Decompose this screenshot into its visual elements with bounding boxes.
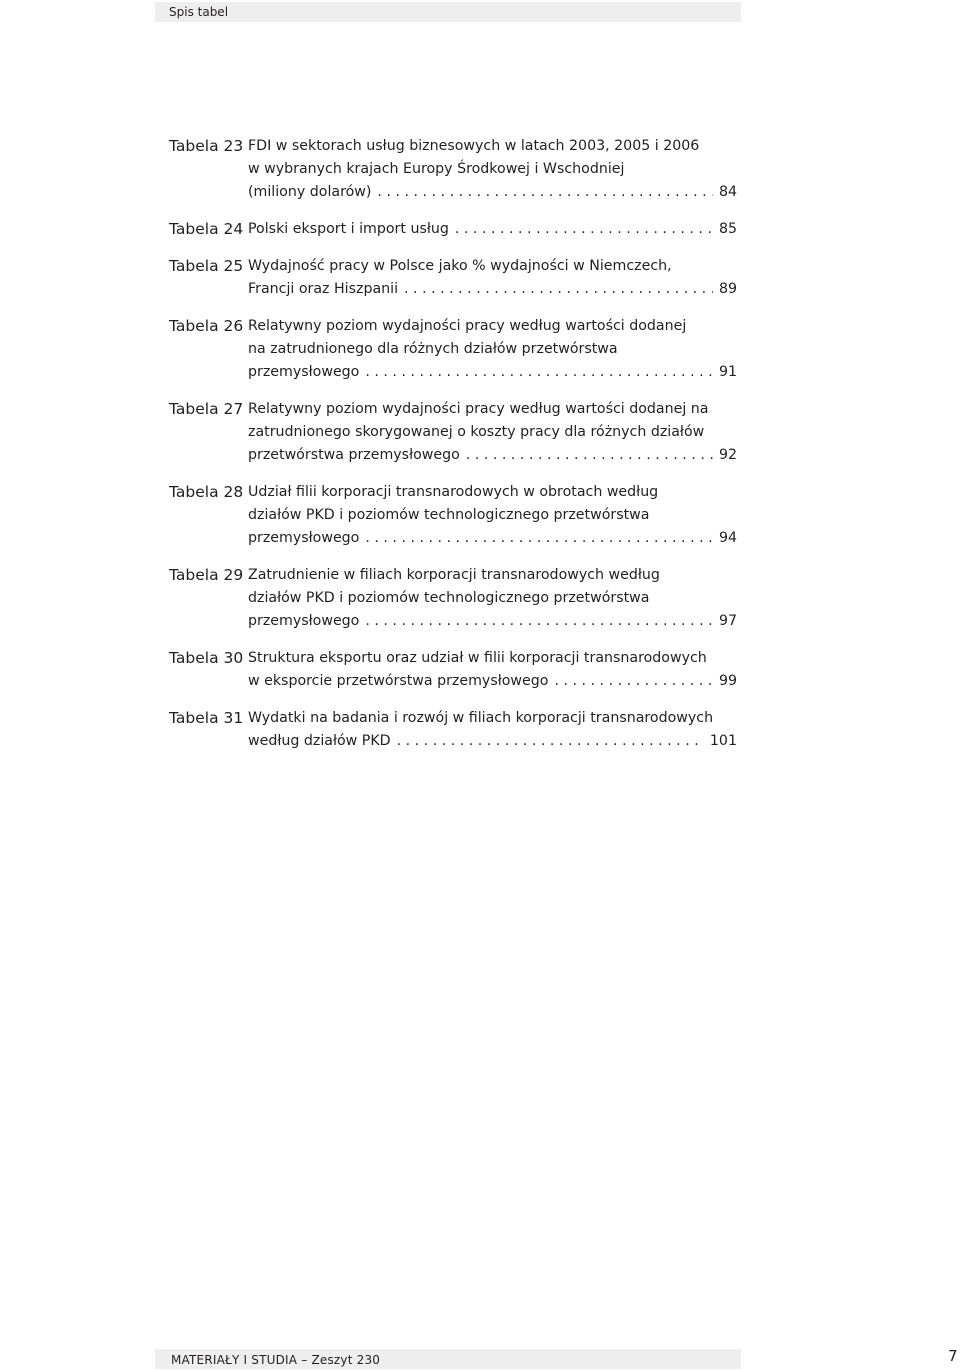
toc-entry-title [248, 707, 737, 753]
toc-entry-title-line: działów PKD i poziomów technologicznego przetwórstwa [248, 507, 650, 523]
toc-entry-title-line: Francji oraz Hiszpanii [248, 281, 399, 297]
toc-entry-title-line: Relatywny poziom wydajności pracy według wartości dodanej [248, 318, 687, 334]
dot-leader [397, 730, 704, 753]
toc-entry-page-number[interactable]: 91 [718, 364, 737, 380]
toc-entry-page-number[interactable]: 94 [718, 530, 737, 546]
toc-entry-last-line [248, 670, 737, 693]
toc-entry-last-line [248, 278, 737, 301]
toc-entry-title-line: działów PKD i poziomów technologicznego przetwórstwa [248, 590, 650, 606]
toc-entry[interactable] [169, 707, 737, 753]
toc-entry[interactable] [169, 315, 737, 384]
toc-entry-label: Tabela 28 [169, 483, 244, 501]
toc-entry-page-number[interactable]: 84 [718, 184, 737, 200]
toc-entry-title [248, 647, 737, 693]
toc-entry-title-line: w wybranych krajach Europy Środkowej i Wschodniej [248, 161, 625, 177]
toc-entry-page-number[interactable]: 85 [718, 221, 737, 237]
toc-entry-page-number[interactable]: 97 [718, 613, 737, 629]
toc-entry-title [248, 135, 737, 204]
toc-entry-label: Tabela 30 [169, 649, 244, 667]
dot-leader [365, 610, 713, 633]
toc-entry-title [248, 481, 737, 550]
toc-entry-title-line: Struktura eksportu oraz udział w filii korporacji transnarodowych [248, 650, 707, 666]
dot-leader [365, 361, 713, 384]
toc-entry-title [248, 255, 737, 301]
toc-entry-title-line: według działów PKD [248, 733, 391, 749]
toc-entry-title-line: przetwórstwa przemysłowego [248, 447, 460, 463]
toc-entry-label: Tabela 24 [169, 220, 244, 238]
toc-entry-label: Tabela 29 [169, 566, 244, 584]
toc-entry-page-number[interactable]: 89 [718, 281, 737, 297]
toc-entry-label: Tabela 31 [169, 709, 244, 727]
toc-entry-title-line: Udział filii korporacji transnarodowych w obrotach według [248, 484, 659, 500]
toc-entry-last-line [248, 527, 737, 550]
toc-entry-label: Tabela 26 [169, 317, 244, 335]
toc-entry-title-line: przemysłowego [248, 613, 360, 629]
toc-entry-title-line: zatrudnionego skorygowanej o koszty pracy dla różnych działów [248, 424, 705, 440]
toc-entry-title-line: w eksporcie przetwórstwa przemysłowego [248, 673, 549, 689]
dot-leader [404, 278, 713, 301]
toc-entry[interactable] [169, 398, 737, 467]
toc-entry-title-line: Wydatki na badania i rozwój w filiach korporacji transnarodowych [248, 710, 714, 726]
toc-entry[interactable] [169, 647, 737, 693]
toc-entry-title-line: na zatrudnionego dla różnych działów przetwórstwa [248, 341, 618, 357]
toc-entry-title [248, 398, 737, 467]
toc-entry-title-line: Wydajność pracy w Polsce jako % wydajności w Niemczech, [248, 258, 672, 274]
toc-entry-last-line [248, 730, 737, 753]
running-header-title: Spis tabel [169, 5, 229, 19]
running-header [155, 2, 741, 22]
toc-entry-title [248, 315, 737, 384]
page-number: 7 [948, 1347, 958, 1365]
toc-entry[interactable] [169, 481, 737, 550]
toc-entry-label: Tabela 25 [169, 257, 244, 275]
footer-publication [171, 1353, 380, 1367]
toc-entry[interactable] [169, 255, 737, 301]
footer-dash: – [301, 1353, 308, 1367]
toc-entry-title-line: przemysłowego [248, 530, 360, 546]
footer-series: MATERIAŁY I STUDIA [171, 1353, 298, 1367]
toc-entry-label: Tabela 23 [169, 137, 244, 155]
toc-entry[interactable] [169, 135, 737, 204]
toc-entry-title-line: Relatywny poziom wydajności pracy według wartości dodanej na [248, 401, 709, 417]
toc-entry-title-line: (miliony dolarów) [248, 184, 372, 200]
dot-leader [554, 670, 712, 693]
toc-entry-label: Tabela 27 [169, 400, 244, 418]
toc-entry-title [248, 564, 737, 633]
toc-entry-title-line: przemysłowego [248, 364, 360, 380]
dot-leader [377, 181, 713, 204]
table-of-tables [169, 135, 737, 767]
running-footer [155, 1349, 741, 1369]
toc-entry-title [248, 218, 737, 241]
toc-entry-page-number[interactable]: 92 [718, 447, 737, 463]
toc-entry-last-line [248, 181, 737, 204]
toc-entry-last-line [248, 610, 737, 633]
toc-entry-last-line [248, 218, 737, 241]
footer-issue: Zeszyt 230 [311, 1353, 381, 1367]
toc-entry[interactable] [169, 218, 737, 241]
toc-entry-title-line: Polski eksport i import usług [248, 221, 449, 237]
toc-entry-title-line: FDI w sektorach usług biznesowych w latach 2003, 2005 i 2006 [248, 138, 700, 154]
toc-entry-page-number[interactable]: 99 [718, 673, 737, 689]
toc-entry-last-line [248, 361, 737, 384]
toc-entry-last-line [248, 444, 737, 467]
dot-leader [466, 444, 713, 467]
toc-entry-title-line: Zatrudnienie w filiach korporacji transnarodowych według [248, 567, 660, 583]
dot-leader [365, 527, 713, 550]
toc-entry[interactable] [169, 564, 737, 633]
dot-leader [455, 218, 713, 241]
toc-entry-page-number[interactable]: 101 [709, 733, 737, 749]
